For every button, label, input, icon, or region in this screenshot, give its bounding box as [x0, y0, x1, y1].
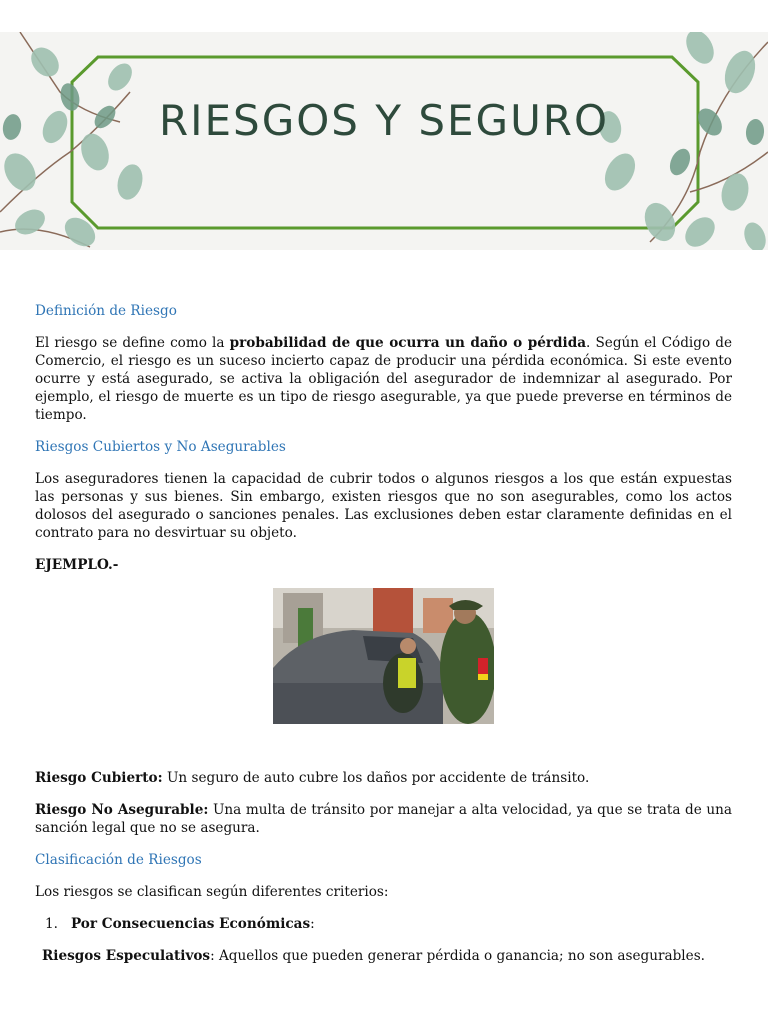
heading-cubiertos: Riesgos Cubiertos y No Asegurables [35, 439, 286, 455]
especulativos-label: Riesgos Especulativos [42, 948, 211, 964]
definicion-text-a: El riesgo se define como la [35, 335, 230, 351]
list-item-colon: : [310, 916, 315, 932]
definicion-bold: probabilidad de que ocurra un daño o pérdida [229, 335, 587, 351]
traffic-police-checkpoint-icon [273, 588, 494, 724]
paragraph-riesgo-no-asegurable [35, 801, 732, 837]
paragraph-cubiertos: Los aseguradores tienen la capacidad de cubrir todos o algunos riesgos a los que están expuestas las personas y sus bienes. Sin embargo, existen riesgos que no son asegurables, como los actos dolosos del asegurado o sanciones penales. Las exclusiones deben estar claramente definidas en el contrato para no desvirtuar su objeto. [35, 471, 732, 541]
riesgo-no-asegurable-label: Riesgo No Asegurable: [35, 802, 209, 818]
classification-list [35, 915, 732, 933]
especulativos-text: : Aquellos que pueden generar pérdida o ganancia; no son asegurables. [210, 948, 705, 964]
photo-container [35, 588, 732, 729]
riesgo-cubierto-label: Riesgo Cubierto: [35, 770, 163, 786]
paragraph-clasificacion: Los riesgos se clasifican según diferentes criterios: [35, 884, 389, 900]
heading-clasificacion: Clasificación de Riesgos [35, 852, 202, 868]
riesgo-cubierto-text: Un seguro de auto cubre los daños por accidente de tránsito. [162, 770, 590, 786]
ejemplo-label [35, 556, 732, 574]
document-body [35, 302, 732, 979]
definicion-text-b: . Según el Código de Comercio, el riesgo es un suceso incierto capaz de producir una pérdida económica. Si este evento ocurre y está asegurado, se activa la obligación del asegurador de indemnizar al asegurado. Por ejemplo, el riesgo de muerte es un tipo de riesgo asegurable, ya que puede preverse en términos de tiempo. [35, 335, 732, 423]
list-item [35, 915, 732, 933]
list-number: 1. [45, 916, 58, 932]
paragraph-riesgo-cubierto [35, 769, 732, 787]
heading-definicion: Definición de Riesgo [35, 303, 177, 319]
riesgo-no-asegurable-text: Una multa de tránsito por manejar a alta velocidad, ya que se trata de una sanción legal que no se asegura. [35, 802, 732, 836]
page-title: RIESGOS Y SEGURO [158, 96, 610, 145]
list-item-bold: Por Consecuencias Económicas [70, 916, 311, 932]
paragraph-especulativos [35, 947, 732, 965]
paragraph-definicion [35, 334, 732, 424]
header-banner [0, 32, 768, 250]
ejemplo-label-text: EJEMPLO.- [35, 557, 119, 573]
